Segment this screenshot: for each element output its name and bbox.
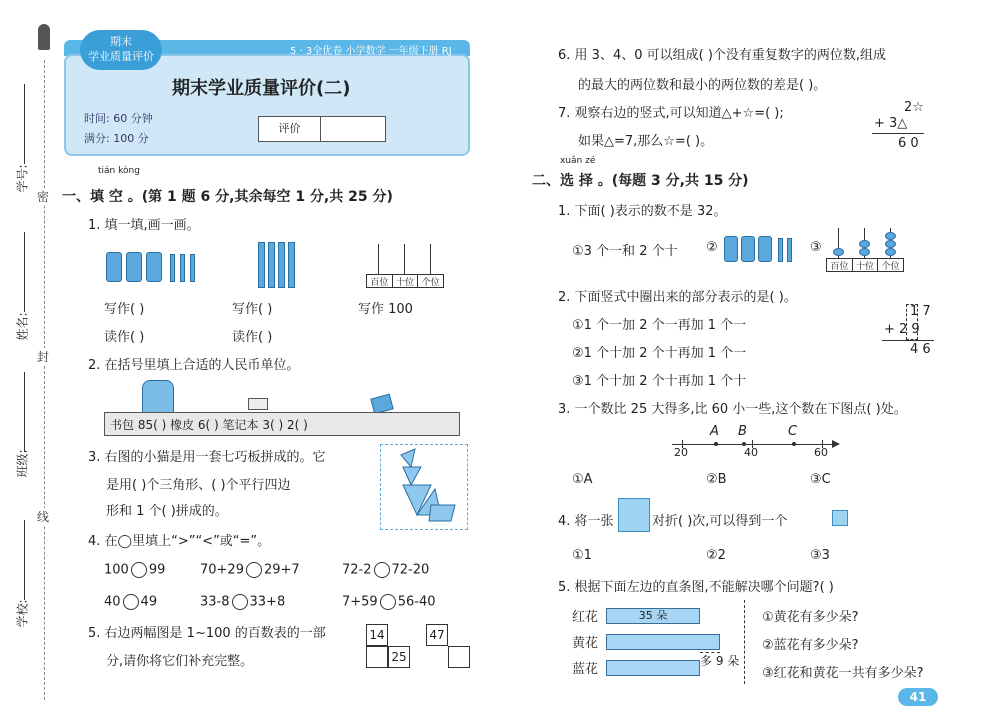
paper-square-large (618, 498, 650, 532)
point-a-label: A (710, 424, 719, 439)
bundles-option-picture (724, 234, 796, 264)
seal-feng: 封 (37, 350, 50, 364)
q3-line-2: 是用( )个三角形、( )个平行四边 (106, 478, 291, 493)
seal-line (44, 60, 45, 700)
seal-xian: 线 (37, 510, 50, 524)
q1-read-2: 读作( ) (232, 330, 273, 345)
compare-circle[interactable] (131, 562, 147, 578)
s1-pinyin: tián kòng (98, 166, 140, 176)
s2-q2-opt1: ①1 个一加 2 个一再加 1 个一 (572, 318, 747, 333)
s2-q3-opt3: ③C (810, 472, 831, 487)
bar-label-blue: 蓝花 (572, 662, 599, 677)
compare-circle[interactable] (380, 594, 396, 610)
bundles-picture (104, 250, 204, 284)
hundred-chart-25: 25 (388, 646, 410, 668)
q7-line-1: 7. 观察右边的竖式,可以知道△+☆=( ); (558, 106, 784, 121)
s2-title: 二、选 择 。(每题 3 分,共 15 分) (532, 173, 749, 189)
s2-q2-text: 2. 下面竖式中圈出来的部分表示的是( )。 (558, 290, 797, 305)
page-title: 期末学业质量评价(二) (172, 78, 351, 99)
compare-circle[interactable] (123, 594, 139, 610)
s1-title: 一、填 空 。(第 1 题 6 分,其余每空 1 分,共 25 分) (62, 189, 393, 205)
s2-q1-text: 1. 下面( )表示的数不是 32。 (558, 204, 727, 219)
place-hundreds: 百位 (827, 259, 853, 271)
q4-item-5: 33-8 33+8 (200, 594, 286, 610)
s2-q4-text-b: 对折( )次,可以得到一个 (652, 514, 788, 529)
q4-item-4: 40 49 (104, 594, 158, 610)
q2-text: 2. 在括号里填上合适的人民币单位。 (88, 358, 300, 373)
hundred-chart-blank[interactable] (366, 646, 388, 668)
class-line (24, 372, 25, 452)
tick-60: 60 (814, 446, 828, 459)
s2-q5-opt3: ③红花和黄花一共有多少朵? (762, 666, 924, 681)
hundred-chart-blank[interactable] (448, 646, 470, 668)
page-number: 41 (898, 688, 938, 706)
point-c-label: C (788, 424, 798, 439)
bar-label-yellow: 黄花 (572, 636, 599, 651)
q7-calc-top: 2☆ (904, 100, 924, 115)
tick-40: 40 (744, 446, 758, 459)
place-tens: 十位 (393, 275, 419, 287)
backpack-icon (142, 380, 174, 414)
s2-q4-opt1: ①1 (572, 548, 592, 563)
abacus-q1 (366, 244, 444, 290)
s2-q2-calc-mid: + 2 9 (884, 322, 920, 337)
s2-q2-calc-result: 4 6 (910, 342, 931, 357)
q1-text: 1. 填一填,画一画。 (88, 218, 200, 233)
s2-q5-text: 5. 根据下面左边的直条图,不能解决哪个问题?( ) (558, 580, 834, 595)
s2-q2-calc-rule (882, 340, 934, 341)
s2-q2-opt2: ②1 个十加 2 个十再加 1 个一 (572, 346, 747, 361)
q4-item-2: 70+29 29+7 (200, 562, 300, 578)
place-tens: 十位 (853, 259, 879, 271)
q4-item-3: 72-2 72-20 (342, 562, 430, 578)
s2-q3-opt2: ②B (706, 472, 727, 487)
s2-q3-text: 3. 一个数比 25 大得多,比 60 小一些,这个数在下图点( )处。 (558, 402, 907, 417)
seal-mi: 密 (37, 190, 50, 204)
s2-q1-opt3: ③ (810, 240, 822, 255)
bar-label-red: 红花 (572, 610, 599, 625)
bar-yellow (606, 634, 720, 650)
school-label: 学校: (15, 599, 30, 628)
q5-line-2: 分,请你将它们补充完整。 (106, 654, 254, 669)
place-hundreds: 百位 (367, 275, 393, 287)
compare-circle[interactable] (232, 594, 248, 610)
q1-write-1: 写作( ) (104, 302, 145, 317)
q7-calc-result: 6 0 (898, 136, 919, 151)
s2-q3-opt1: ①A (572, 472, 593, 487)
compare-circle[interactable] (374, 562, 390, 578)
s2-q2-opt3: ③1 个十加 2 个十再加 1 个十 (572, 374, 747, 389)
s2-q1-opt2: ② (706, 240, 718, 255)
score-label: 满分: 100 分 (84, 132, 149, 145)
q2-line: 书包 85( ) 橡皮 6( ) 笔记本 3( ) 2( ) (110, 418, 308, 432)
q1-write-3: 写作 100 (358, 302, 413, 317)
q6-line-1: 6. 用 3、4、0 可以组成( )个没有重复数字的两位数,组成 (558, 48, 887, 63)
tangram-cat-picture (380, 444, 468, 530)
rocket-icon (38, 24, 50, 50)
school-line (24, 520, 25, 600)
q7-line-2: 如果△=7,那么☆=( )。 (578, 134, 714, 149)
bar-red: 35 朵 (606, 608, 700, 624)
s2-q2-calc-top: 1 7 (910, 304, 931, 319)
q5-line-1: 5. 右边两幅图是 1~100 的百数表的一部 (88, 626, 326, 641)
hundred-chart-47: 47 (426, 624, 448, 646)
tick-20: 20 (674, 446, 688, 459)
class-label: 班级: (15, 449, 30, 478)
student-id-label: 学号: (15, 164, 30, 193)
paper-square-small (832, 510, 848, 526)
compare-circle[interactable] (246, 562, 262, 578)
circled-part (906, 304, 918, 340)
series-label: 5 · 3全优卷 小学数学 一年级下册 RJ (290, 46, 452, 57)
q3-line-3: 形和 1 个( )拼成的。 (106, 504, 228, 519)
s2-q5-opt1: ①黄花有多少朵? (762, 610, 859, 625)
q7-calc-rule (872, 133, 924, 134)
q4-item-6: 7+59 56-40 (342, 594, 436, 610)
eraser-icon (248, 398, 268, 410)
cubes-picture (258, 242, 298, 290)
time-label: 时间: 60 分钟 (84, 112, 153, 125)
bar-difference-label: 多 9 朵 (700, 654, 740, 668)
q3-line-1: 3. 右图的小猫是用一套七巧板拼成的。它 (88, 450, 326, 465)
badge-logo: 期末 学业质量评价 (80, 30, 162, 70)
q7-calc-mid: + 3△ (874, 116, 908, 131)
eval-label: 评价 (259, 117, 321, 141)
bar-blue (606, 660, 700, 676)
hundred-chart-14: 14 (366, 624, 388, 646)
abacus-option-picture (826, 228, 904, 272)
s2-q1-opt1: ①3 个一和 2 个十 (572, 244, 678, 259)
q4-item-1: 100 99 (104, 562, 166, 578)
name-label: 姓名: (15, 312, 30, 341)
s2-q5-opt2: ②蓝花有多少朵? (762, 638, 859, 653)
q1-read-1: 读作( ) (104, 330, 145, 345)
q4-text: 4. 在◯里填上“>”“<”或“=”。 (88, 534, 271, 549)
eval-box (258, 116, 386, 142)
name-line (24, 232, 25, 312)
place-ones: 个位 (881, 262, 900, 272)
q6-line-2: 的最大的两位数和最小的两位数的差是( )。 (578, 78, 827, 93)
s2-q4-opt3: ③3 (810, 548, 830, 563)
options-divider (744, 600, 745, 684)
s2-pinyin: xuǎn zé (560, 156, 596, 166)
s2-q4-opt2: ②2 (706, 548, 726, 563)
number-line (672, 424, 842, 460)
s2-q4-text-a: 4. 将一张 (558, 514, 614, 529)
id-line (24, 84, 25, 164)
point-b-label: B (738, 424, 747, 439)
place-ones: 个位 (421, 278, 440, 288)
q1-write-2: 写作( ) (232, 302, 273, 317)
